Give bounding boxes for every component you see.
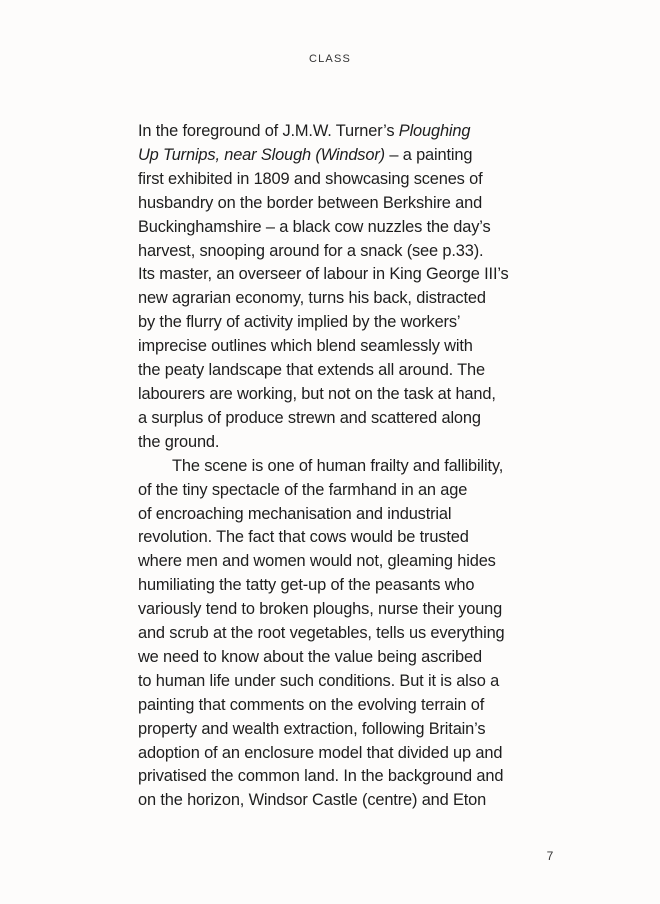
text-line xyxy=(138,670,568,694)
line-text: harvest, snooping around for a snack (see p.33). xyxy=(138,241,484,260)
text-line xyxy=(138,431,568,455)
text-line xyxy=(138,598,568,622)
line-text: painting that comments on the evolving terrain of xyxy=(138,695,485,714)
artwork-title: Ploughing xyxy=(398,122,471,140)
line-text: of encroaching mechanisation and industrial xyxy=(138,504,452,523)
text-line xyxy=(138,216,568,240)
text-line xyxy=(138,192,568,216)
text-line xyxy=(138,359,568,383)
text-line xyxy=(138,120,568,144)
text-line xyxy=(138,742,568,766)
text-line xyxy=(138,168,568,192)
line-text: variously tend to broken ploughs, nurse their young xyxy=(138,600,503,619)
line-text: labourers are working, but not on the task at hand, xyxy=(138,384,496,403)
artwork-title: Up Turnips, near Slough (Windsor) xyxy=(138,145,385,164)
line-text: new agrarian economy, turns his back, distracted xyxy=(138,289,486,308)
page-number: 7 xyxy=(546,849,554,863)
line-text: adoption of an enclosure model that divided up and xyxy=(138,743,503,762)
line-text: imprecise outlines which blend seamlessly with xyxy=(138,337,473,356)
line-text: first exhibited in 1809 and showcasing scenes of xyxy=(138,169,483,188)
text-line xyxy=(138,479,568,503)
line-text: In the foreground of J.M.W. Turner’s xyxy=(138,122,399,140)
text-line xyxy=(138,718,568,742)
text-line xyxy=(138,455,568,479)
line-text: of the tiny spectacle of the farmhand in an age xyxy=(138,480,468,499)
line-text: we need to know about the value being ascribed xyxy=(138,647,482,666)
text-line xyxy=(138,622,568,646)
text-line xyxy=(138,407,568,431)
line-text: privatised the common land. In the background and xyxy=(138,767,504,786)
line-text: – a painting xyxy=(384,145,473,164)
line-text: property and wealth extraction, following Britain’s xyxy=(138,719,486,738)
text-line xyxy=(138,287,568,311)
text-line xyxy=(138,765,568,789)
line-text: Its master, an overseer of labour in King George III’s xyxy=(138,265,509,284)
paragraph xyxy=(138,455,568,814)
running-head: CLASS xyxy=(308,53,352,65)
paragraph xyxy=(138,120,568,455)
text-line xyxy=(138,263,568,287)
line-text: where men and women would not, gleaming hides xyxy=(138,552,496,571)
line-text: a surplus of produce strewn and scattered along xyxy=(138,408,481,427)
line-text: by the flurry of activity implied by the workers’ xyxy=(138,313,461,332)
line-text: the ground. xyxy=(138,432,220,451)
line-text: The scene is one of human frailty and fallibility, xyxy=(172,456,504,475)
text-line xyxy=(138,144,568,168)
body-text xyxy=(138,120,568,813)
text-line xyxy=(138,694,568,718)
text-line xyxy=(138,311,568,335)
text-line xyxy=(138,789,568,813)
line-text: husbandry on the border between Berkshire and xyxy=(138,193,483,212)
line-text: revolution. The fact that cows would be trusted xyxy=(138,528,469,547)
text-line xyxy=(138,526,568,550)
text-line xyxy=(138,383,568,407)
text-line xyxy=(138,240,568,264)
text-line xyxy=(138,503,568,527)
line-text: the peaty landscape that extends all around. The xyxy=(138,361,485,380)
text-line xyxy=(138,574,568,598)
text-line xyxy=(138,550,568,574)
line-text: Buckinghamshire – a black cow nuzzles the day’s xyxy=(138,217,491,236)
line-text: on the horizon, Windsor Castle (centre) and Eton xyxy=(138,791,487,810)
line-text: and scrub at the root vegetables, tells us everything xyxy=(138,624,505,643)
text-line xyxy=(138,646,568,670)
line-text: to human life under such conditions. But it is also a xyxy=(138,671,500,690)
line-text: humiliating the tatty get-up of the peasants who xyxy=(138,576,475,595)
text-line xyxy=(138,335,568,359)
